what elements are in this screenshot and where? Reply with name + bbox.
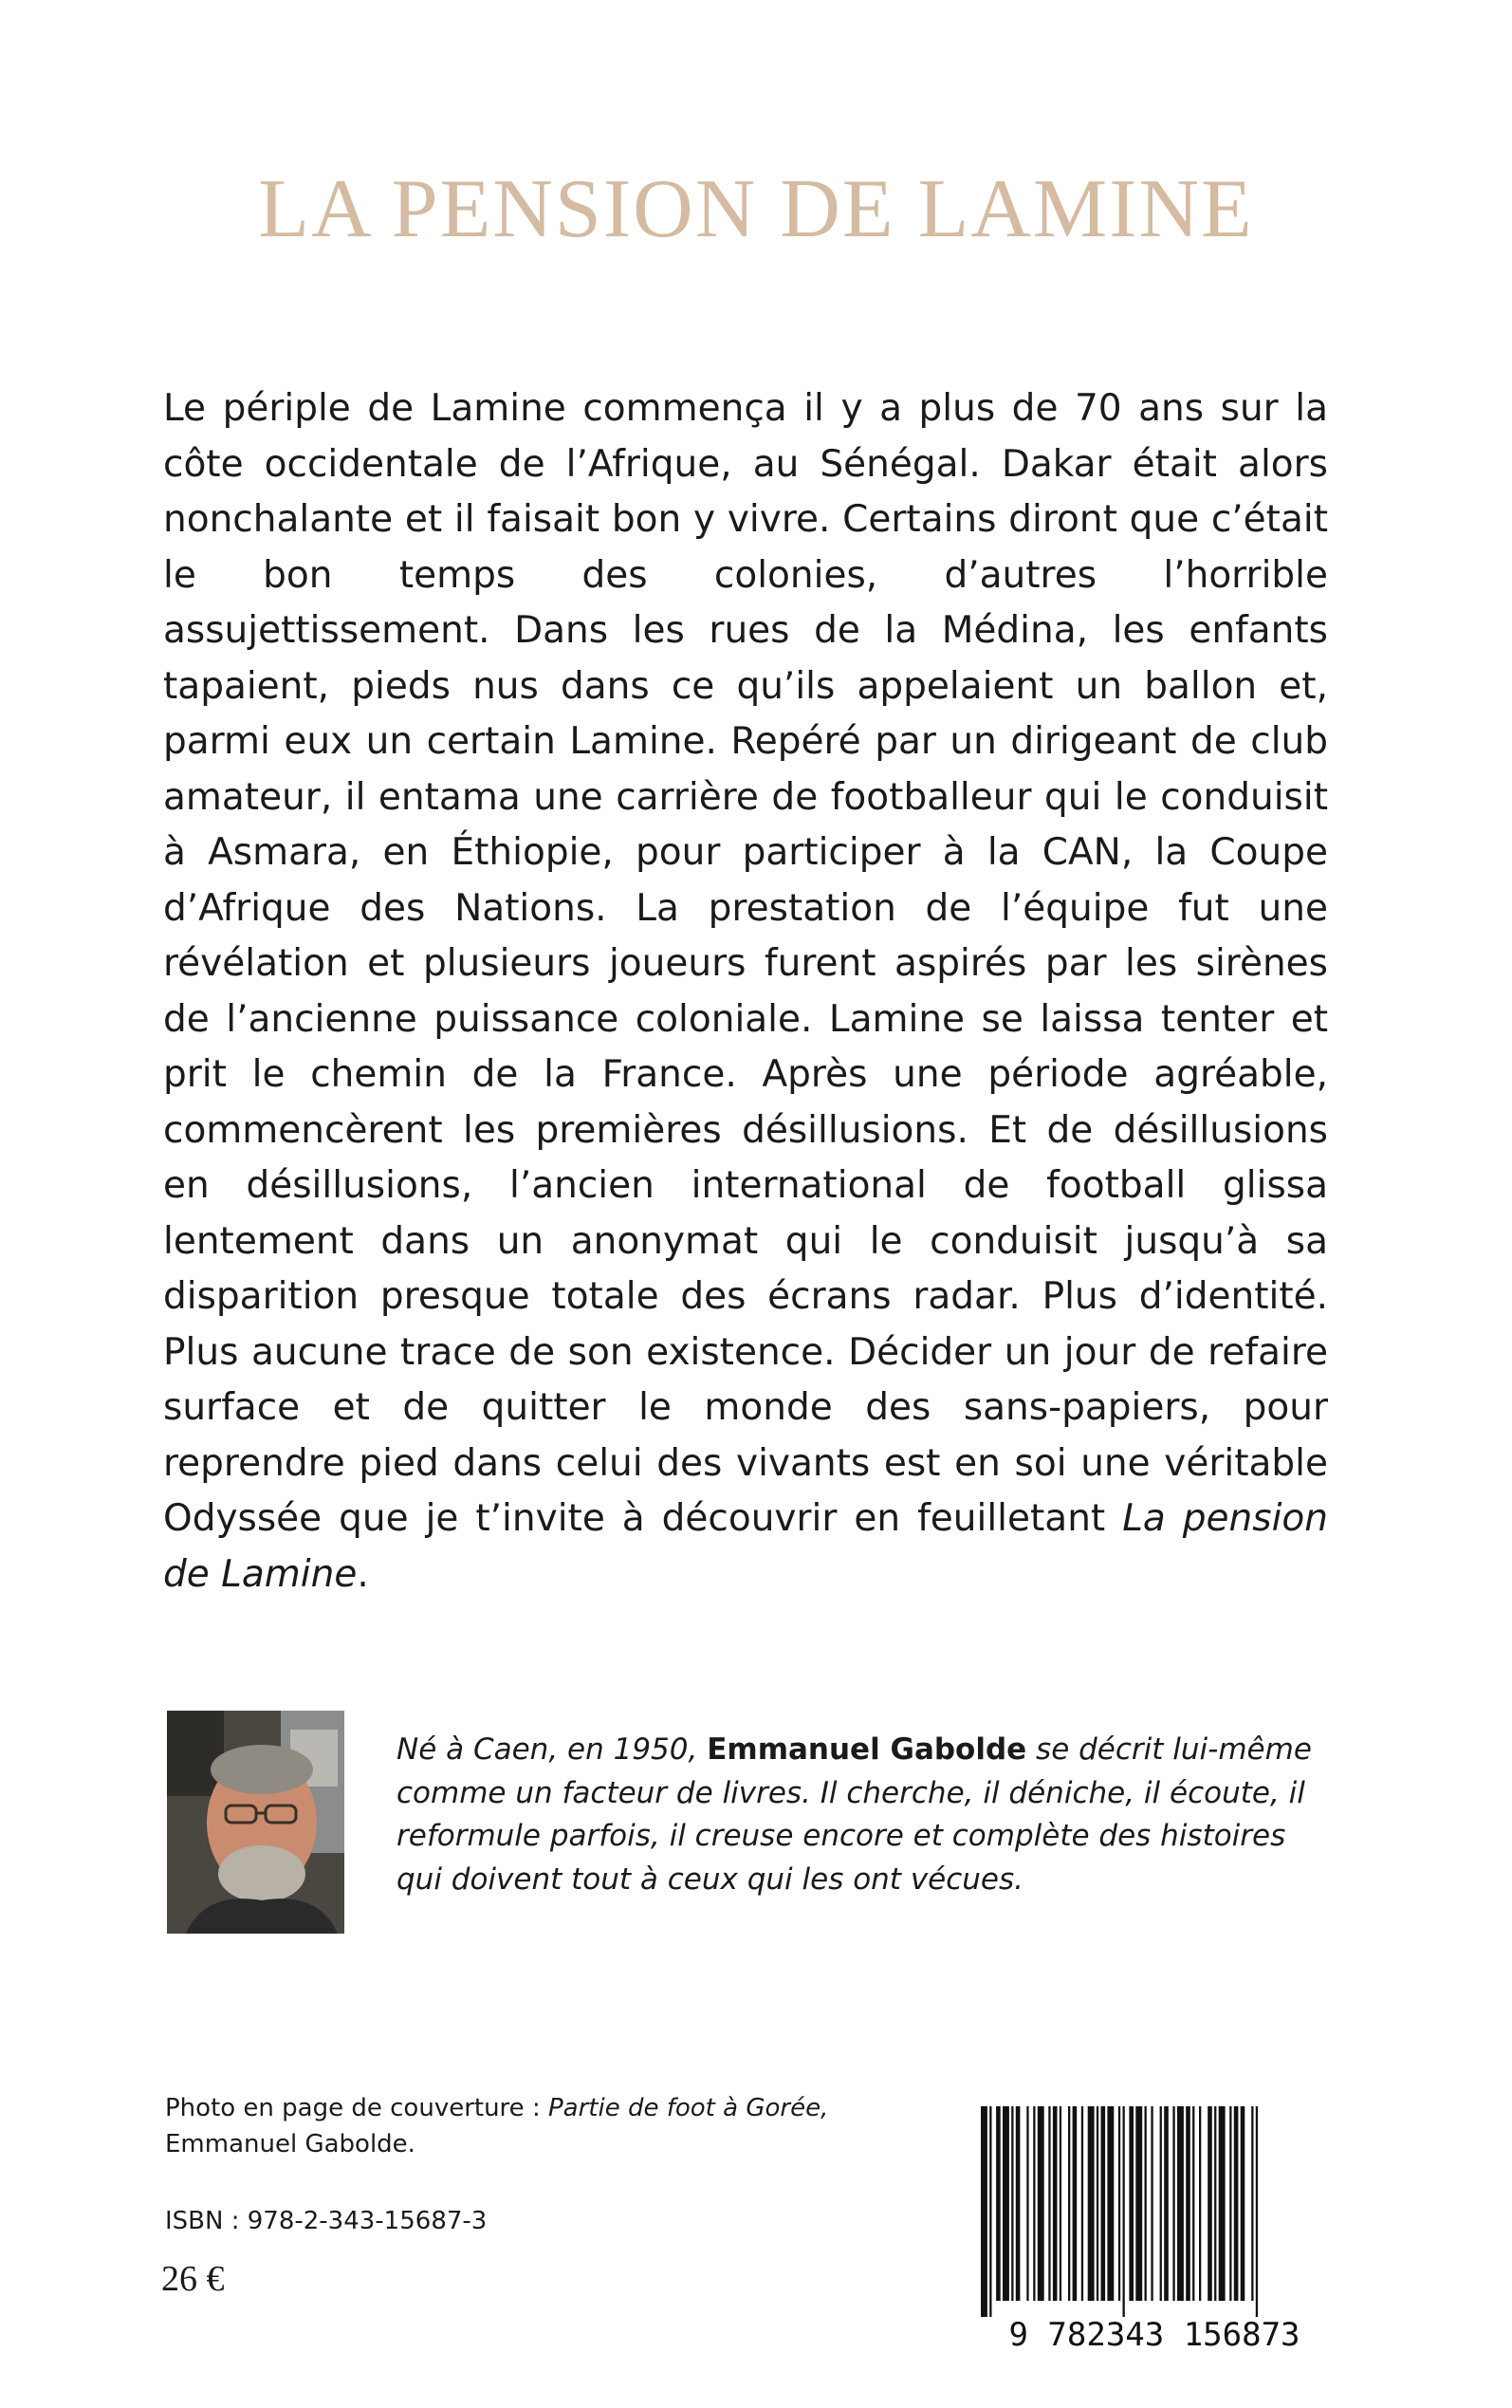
barcode-bar: [1241, 2106, 1245, 2301]
barcode-bar: [1214, 2106, 1216, 2301]
barcode-image: [960, 2106, 1349, 2353]
barcode-bar: [1053, 2106, 1058, 2301]
barcode-bar: [1101, 2106, 1106, 2301]
barcode-bar: [1097, 2106, 1098, 2301]
barcode: [960, 2106, 1349, 2353]
barcode-bar: [1135, 2106, 1142, 2301]
barcode-bar: [1048, 2106, 1050, 2301]
barcode-bar: [1033, 2106, 1035, 2301]
author-bio-prefix: Né à Caen, en 1950,: [396, 1732, 708, 1767]
barcode-bar: [1026, 2106, 1028, 2301]
barcode-digits: 9 782343 156873: [1008, 2316, 1300, 2353]
price: 26 €: [161, 2259, 225, 2299]
barcode-bar: [1107, 2106, 1114, 2301]
blurb-book-title: La pension de Lamine: [163, 1497, 1328, 1596]
barcode-bar: [1151, 2106, 1152, 2301]
barcode-bar: [1145, 2106, 1147, 2301]
blurb-text: Le périple de Lamine commença il y a plus de 70 ans sur la côte occidentale de l’Afrique, au Sénégal. Dakar était alors nonchalante et il faisait bon y vivre. Certains diront que c’était le bon temps des colonies, d’autres l’horrible assujettissement. Dans les rues de la Médina, les enfants tapaient, pieds nus dans ce qu’ils appelaient un ballon et, parmi eux un certain Lamine. Repéré par un dirigeant de club amateur, il entama une carrière de footballeur qui le conduisit à Asmara, en Éthiopie, pour participer à la CAN, la Coupe d’Afrique des Nations. La prestation de l’équipe fut une révélation et plusieurs joueurs furent aspirés par les sirènes de l’ancienne puissance coloniale. Lamine se laissa tenter et prit le chemin de la France. Après une période agréable, commencèrent les premières désillusions. Et de désillusions en désillusions, l’ancien international de football glissa lentement dans un anonymat qui le conduisit jusqu’à sa disparition presque totale des écrans radar. Plus d’identité. Plus aucune trace de son existence. Décider un jour de refaire surface et de quitter le monde des sans-papiers, pour reprendre pied dans celui des vivants est en soi une véritable Odyssée que je t’invite à découvrir en feuilletant: [163, 387, 1328, 1540]
photo-credit: [165, 2090, 924, 2162]
author-portrait-image: [167, 1711, 344, 1934]
barcode-bar: [1219, 2106, 1226, 2301]
blurb-end: .: [357, 1552, 369, 1596]
barcode-bar: [1199, 2106, 1201, 2301]
barcode-bar: [1177, 2106, 1184, 2301]
barcode-bar: [1068, 2106, 1070, 2301]
author-name: Emmanuel Gabolde: [707, 1732, 1027, 1767]
barcode-bar: [1251, 2106, 1253, 2301]
barcode-bar: [1060, 2106, 1061, 2301]
barcode-bar: [1038, 2106, 1044, 2301]
barcode-bar: [1256, 2106, 1258, 2317]
barcode-bar: [1186, 2106, 1190, 2301]
barcode-bar: [1011, 2106, 1013, 2301]
barcode-bar: [1208, 2106, 1212, 2301]
barcode-bar: [1160, 2106, 1162, 2301]
barcode-bar: [1016, 2106, 1021, 2301]
barcode-bar: [1118, 2106, 1120, 2301]
book-blurb: [163, 381, 1328, 1602]
barcode-bar: [1172, 2106, 1174, 2301]
photo-credit-line-2: Emmanuel Gabolde.: [165, 2130, 415, 2158]
author-photo: [167, 1711, 344, 1934]
barcode-bar: [1229, 2106, 1231, 2301]
barcode-bar: [1073, 2106, 1078, 2301]
barcode-bar: [996, 2106, 1001, 2301]
photo-credit-line-1: [165, 2090, 924, 2126]
photo-credit-prefix: Photo en page de couverture :: [165, 2094, 548, 2122]
barcode-bar: [1192, 2106, 1194, 2301]
barcode-bar: [1129, 2106, 1134, 2301]
photo-credit-title: Partie de foot à Gorée,: [547, 2094, 829, 2122]
barcode-bar: [1081, 2106, 1083, 2301]
isbn: ISBN : 978-2-343-15687-3: [165, 2207, 488, 2235]
barcode-bar: [1003, 2106, 1009, 2301]
barcode-bar: [1123, 2106, 1125, 2317]
barcode-bar: [989, 2106, 991, 2317]
barcode-bar: [1088, 2106, 1095, 2301]
author-bio-suffix: se décrit lui-même comme un facteur de livres. Il cherche, il déniche, il écoute, il reformule parfois, il creuse encore et complète des histoires qui doivent tout à ceux qui les ont vécues.: [396, 1732, 1312, 1897]
barcode-bar: [981, 2106, 987, 2317]
author-bio: [396, 1729, 1336, 1901]
book-title: LA PENSION DE LAMINE: [258, 163, 1254, 255]
barcode-bar: [1234, 2106, 1239, 2301]
barcode-bar: [1164, 2106, 1169, 2301]
